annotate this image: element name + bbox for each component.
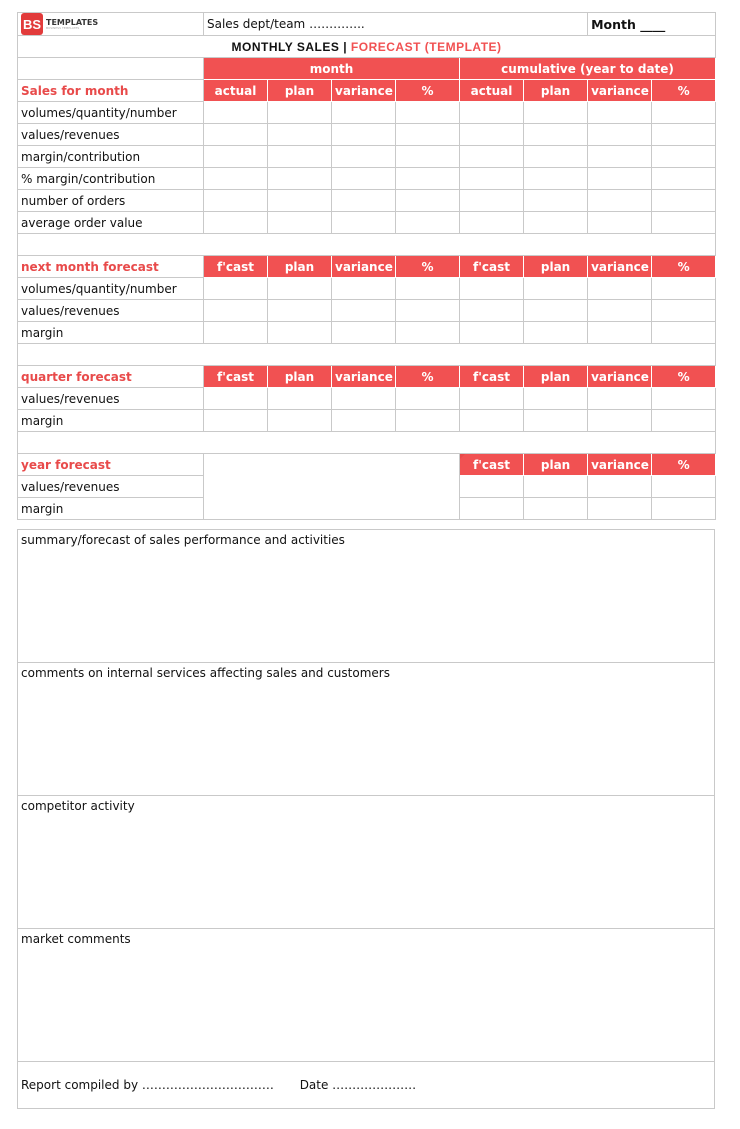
col-header: % (652, 366, 716, 388)
input-cell[interactable] (204, 322, 268, 344)
col-header: % (396, 366, 460, 388)
col-header: % (396, 256, 460, 278)
input-cell[interactable] (524, 146, 588, 168)
input-cell[interactable] (204, 168, 268, 190)
col-header: f'cast (204, 366, 268, 388)
input-cell[interactable] (332, 124, 396, 146)
col-header: % (652, 454, 716, 476)
input-cell[interactable] (588, 476, 652, 498)
blank-cell (18, 58, 204, 80)
input-cell[interactable] (524, 168, 588, 190)
input-cell[interactable] (332, 300, 396, 322)
table-row (18, 168, 716, 190)
year-blank-area (204, 454, 460, 520)
title-part-red: FORECAST (TEMPLATE) (350, 39, 502, 54)
note-label: comments on internal services affecting sales and customers (21, 666, 390, 680)
input-cell[interactable] (524, 476, 588, 498)
spacer-row (18, 234, 716, 256)
input-cell[interactable] (460, 300, 524, 322)
row-label: % margin/contribution (18, 168, 204, 190)
row-label: values/revenues (18, 476, 204, 498)
input-cell[interactable] (652, 388, 716, 410)
col-header: % (396, 80, 460, 102)
input-cell[interactable] (396, 102, 460, 124)
input-cell[interactable] (588, 410, 652, 432)
input-cell[interactable] (268, 300, 332, 322)
input-cell[interactable] (652, 124, 716, 146)
input-cell[interactable] (268, 388, 332, 410)
logo-mark: BS (21, 13, 43, 35)
input-cell[interactable] (588, 300, 652, 322)
dept-field[interactable]: Sales dept/team ………….. (204, 13, 588, 36)
input-cell[interactable] (204, 388, 268, 410)
row-label: volumes/quantity/number (18, 278, 204, 300)
col-header: plan (268, 256, 332, 278)
input-cell[interactable] (460, 190, 524, 212)
input-cell[interactable] (652, 168, 716, 190)
date-field[interactable]: Date ………………… (299, 1078, 417, 1092)
input-cell[interactable] (460, 168, 524, 190)
col-header: % (652, 256, 716, 278)
input-cell[interactable] (652, 212, 716, 234)
input-cell[interactable] (204, 410, 268, 432)
table-row (18, 146, 716, 168)
input-cell[interactable] (588, 278, 652, 300)
col-header: % (652, 80, 716, 102)
input-cell[interactable] (524, 278, 588, 300)
col-header: actual (204, 80, 268, 102)
input-cell[interactable] (332, 102, 396, 124)
input-cell[interactable] (588, 388, 652, 410)
page-title (18, 36, 716, 58)
spacer-row (18, 432, 716, 454)
table-row (18, 212, 716, 234)
col-header: variance (332, 80, 396, 102)
input-cell[interactable] (524, 498, 588, 520)
row-label: margin/contribution (18, 146, 204, 168)
input-cell[interactable] (396, 388, 460, 410)
input-cell[interactable] (652, 190, 716, 212)
input-cell[interactable] (588, 146, 652, 168)
input-cell[interactable] (652, 410, 716, 432)
section-label-quarter: quarter forecast (18, 366, 204, 388)
input-cell[interactable] (268, 410, 332, 432)
input-cell[interactable] (396, 124, 460, 146)
input-cell[interactable] (652, 300, 716, 322)
group-month: month (204, 58, 460, 80)
note-label: market comments (21, 932, 131, 946)
input-cell[interactable] (204, 190, 268, 212)
input-cell[interactable] (460, 322, 524, 344)
row-label: values/revenues (18, 388, 204, 410)
input-cell[interactable] (588, 168, 652, 190)
row-label: margin (18, 322, 204, 344)
note-market[interactable] (18, 929, 714, 1062)
table-row (18, 278, 716, 300)
input-cell[interactable] (332, 410, 396, 432)
table-row (18, 322, 716, 344)
input-cell[interactable] (396, 410, 460, 432)
section-label-year: year forecast (18, 454, 204, 476)
input-cell[interactable] (460, 410, 524, 432)
input-cell[interactable] (332, 278, 396, 300)
input-cell[interactable] (588, 124, 652, 146)
input-cell[interactable] (524, 190, 588, 212)
input-cell[interactable] (460, 124, 524, 146)
input-cell[interactable] (204, 146, 268, 168)
col-header: plan (268, 366, 332, 388)
col-header: variance (332, 256, 396, 278)
col-header: variance (332, 366, 396, 388)
input-cell[interactable] (524, 212, 588, 234)
col-header: actual (460, 80, 524, 102)
input-cell[interactable] (204, 102, 268, 124)
note-competitor[interactable] (18, 796, 714, 929)
input-cell[interactable] (268, 102, 332, 124)
input-cell[interactable] (588, 212, 652, 234)
footer (18, 1062, 714, 1108)
note-label: competitor activity (21, 799, 135, 813)
col-header: variance (588, 454, 652, 476)
input-cell[interactable] (268, 190, 332, 212)
input-cell[interactable] (652, 476, 716, 498)
input-cell[interactable] (588, 498, 652, 520)
input-cell[interactable] (460, 278, 524, 300)
input-cell[interactable] (652, 498, 716, 520)
input-cell[interactable] (268, 322, 332, 344)
row-label: average order value (18, 212, 204, 234)
row-label: values/revenues (18, 124, 204, 146)
input-cell[interactable] (588, 322, 652, 344)
input-cell[interactable] (332, 146, 396, 168)
compiled-by-field[interactable]: Report compiled by …………………………… (21, 1078, 274, 1092)
col-header: variance (588, 256, 652, 278)
col-header: f'cast (204, 256, 268, 278)
note-internal-services[interactable] (18, 663, 714, 796)
input-cell[interactable] (204, 212, 268, 234)
month-field[interactable]: Month ____ (588, 13, 716, 36)
input-cell[interactable] (460, 212, 524, 234)
input-cell[interactable] (652, 146, 716, 168)
col-header: plan (524, 454, 588, 476)
input-cell[interactable] (588, 102, 652, 124)
sales-forecast-sheet (17, 12, 715, 520)
col-header: plan (524, 366, 588, 388)
input-cell[interactable] (460, 476, 524, 498)
row-label: number of orders (18, 190, 204, 212)
notes-section (17, 529, 715, 1109)
table-row (18, 300, 716, 322)
input-cell[interactable] (460, 498, 524, 520)
input-cell[interactable] (460, 388, 524, 410)
input-cell[interactable] (652, 278, 716, 300)
section-label-sales-for-month: Sales for month (18, 80, 204, 102)
input-cell[interactable] (332, 190, 396, 212)
input-cell[interactable] (524, 322, 588, 344)
input-cell[interactable] (268, 278, 332, 300)
input-cell[interactable] (332, 212, 396, 234)
input-cell[interactable] (652, 322, 716, 344)
row-label: volumes/quantity/number (18, 102, 204, 124)
logo-text: TEMPLATES (46, 17, 99, 27)
input-cell[interactable] (268, 124, 332, 146)
input-cell[interactable] (524, 124, 588, 146)
note-label: summary/forecast of sales performance and activities (21, 533, 345, 547)
input-cell[interactable] (332, 168, 396, 190)
col-header: f'cast (460, 256, 524, 278)
input-cell[interactable] (396, 168, 460, 190)
col-header: variance (588, 80, 652, 102)
group-cumulative: cumulative (year to date) (460, 58, 716, 80)
input-cell[interactable] (204, 278, 268, 300)
section-label-next-month: next month forecast (18, 256, 204, 278)
logo-subtext: BUSINESS TEMPLATES (46, 25, 80, 30)
input-cell[interactable] (204, 124, 268, 146)
table-row (18, 190, 716, 212)
input-cell[interactable] (396, 300, 460, 322)
logo (18, 13, 204, 36)
row-label: values/revenues (18, 300, 204, 322)
input-cell[interactable] (524, 388, 588, 410)
input-cell[interactable] (460, 146, 524, 168)
input-cell[interactable] (268, 146, 332, 168)
input-cell[interactable] (396, 278, 460, 300)
input-cell[interactable] (588, 190, 652, 212)
col-header: variance (588, 366, 652, 388)
row-label: margin (18, 410, 204, 432)
input-cell[interactable] (204, 300, 268, 322)
note-summary[interactable] (18, 530, 714, 663)
col-header: f'cast (460, 454, 524, 476)
input-cell[interactable] (268, 212, 332, 234)
input-cell[interactable] (652, 102, 716, 124)
col-header: plan (524, 256, 588, 278)
input-cell[interactable] (332, 322, 396, 344)
table-row (18, 410, 716, 432)
input-cell[interactable] (268, 168, 332, 190)
col-header: plan (268, 80, 332, 102)
col-header: plan (524, 80, 588, 102)
input-cell[interactable] (332, 388, 396, 410)
sales-table (17, 12, 716, 520)
input-cell[interactable] (524, 102, 588, 124)
input-cell[interactable] (524, 300, 588, 322)
title-part-black: MONTHLY SALES | (231, 39, 351, 54)
col-header: f'cast (460, 366, 524, 388)
input-cell[interactable] (396, 212, 460, 234)
table-row (18, 102, 716, 124)
input-cell[interactable] (396, 190, 460, 212)
table-row (18, 124, 716, 146)
input-cell[interactable] (524, 410, 588, 432)
table-row (18, 388, 716, 410)
input-cell[interactable] (460, 102, 524, 124)
input-cell[interactable] (396, 146, 460, 168)
spacer-row (18, 344, 716, 366)
input-cell[interactable] (396, 322, 460, 344)
row-label: margin (18, 498, 204, 520)
